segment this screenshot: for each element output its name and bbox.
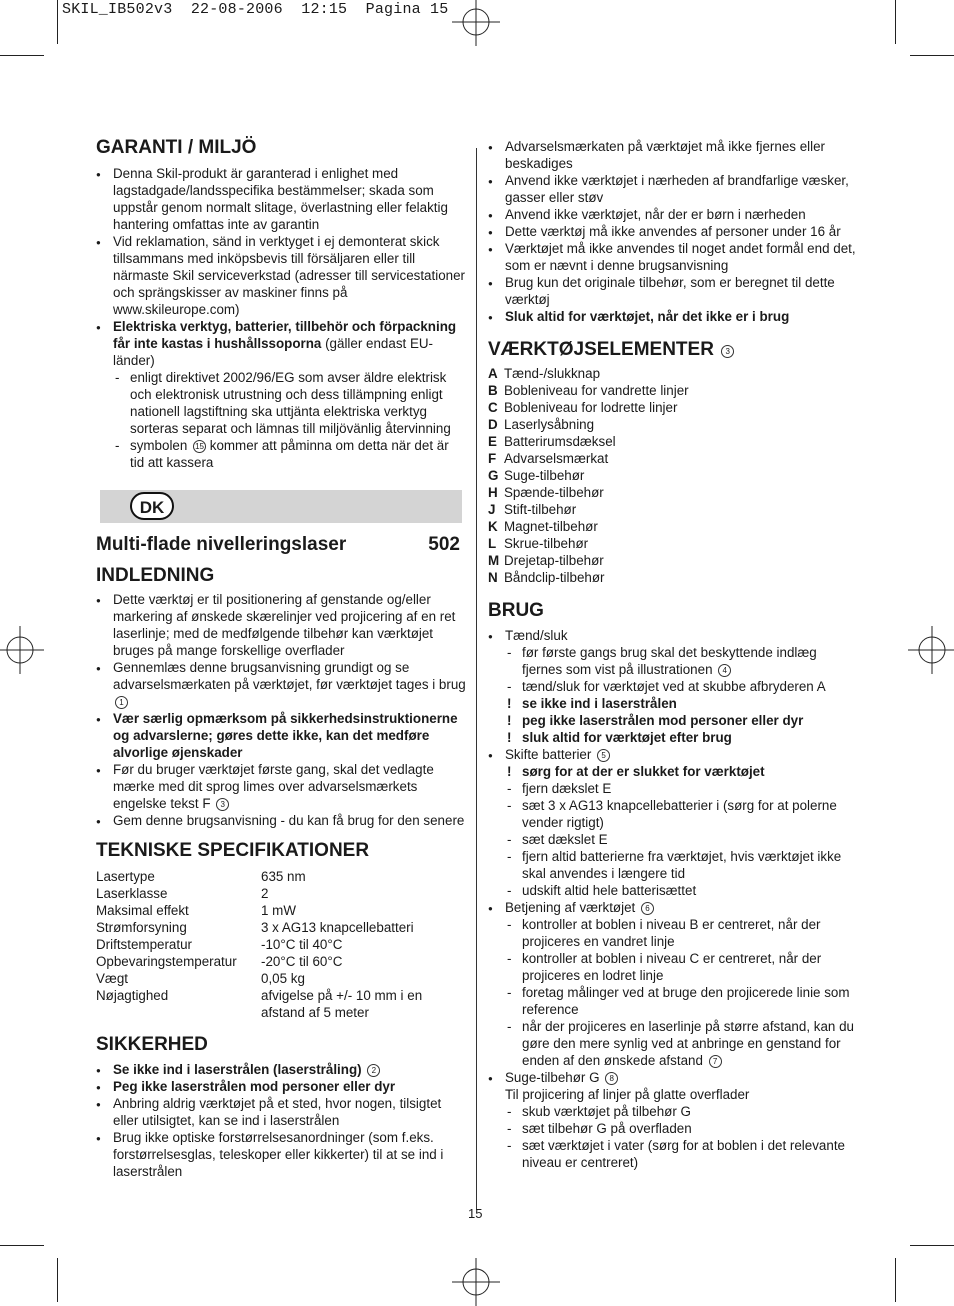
element-label: Suge-tilbehør xyxy=(504,468,585,483)
sub-item-text: før første gangs brug skal det beskyttende indlæg fjernes som vist på illustrationen xyxy=(522,645,817,677)
crop-mark xyxy=(0,55,44,56)
print-header: SKIL_IB502v3 22-08-2006 12:15 Pagina 15 xyxy=(62,1,449,18)
sub-item: - sæt tilbehør G på overfladen xyxy=(505,1120,860,1137)
element-item xyxy=(488,569,860,586)
spec-label: Laserklasse xyxy=(96,886,168,901)
element-item xyxy=(488,467,860,484)
element-letter: L xyxy=(488,536,497,551)
list-item-text: Før du bruger værktøjet første gang, skal det vedlagte mærke med dit sprog limes over advarselsmærkets engelske tekst F xyxy=(113,762,434,811)
element-label: Bobleniveau for vandrette linjer xyxy=(504,383,689,398)
spec-table xyxy=(96,868,466,1021)
element-letter: G xyxy=(488,468,499,483)
element-item xyxy=(488,552,860,569)
callout-number: 4 xyxy=(718,664,731,677)
list-item xyxy=(488,899,860,1069)
list-item: ● Peg ikke laserstrålen mod personer eller dyr xyxy=(96,1078,466,1095)
sub-item xyxy=(505,644,860,678)
element-item xyxy=(488,501,860,518)
list-item xyxy=(96,318,466,471)
product-number: 502 xyxy=(428,534,460,555)
sub-item xyxy=(113,437,466,471)
sub-item-text: kommer att påminna om detta när det är tid att kassera xyxy=(130,438,449,470)
spec-label: Nøjagtighed xyxy=(96,988,169,1003)
element-letter: C xyxy=(488,400,498,415)
list-item: ● Anvend ikke værktøjet, når der er børn i nærheden xyxy=(488,206,860,223)
element-item xyxy=(488,416,860,433)
spec-row xyxy=(96,987,466,1021)
element-item xyxy=(488,518,860,535)
elements-list xyxy=(488,365,860,586)
spec-row xyxy=(96,970,466,987)
crop-mark xyxy=(57,1258,58,1302)
garanti-section xyxy=(96,136,466,471)
element-label: Skrue-tilbehør xyxy=(504,536,589,551)
garanti-title: GARANTI / MILJÖ xyxy=(96,137,257,158)
element-letter: E xyxy=(488,434,497,449)
element-label: Tænd-/slukknap xyxy=(504,366,601,381)
element-label: Stift-tilbehør xyxy=(504,502,577,517)
language-bar xyxy=(100,490,462,523)
callout-number: 3 xyxy=(216,798,229,811)
crop-mark xyxy=(57,0,58,44)
page-number: 15 xyxy=(468,1206,483,1221)
warning-item: ! sørg for at der er slukket for værktøjet xyxy=(505,763,860,780)
brug-title: BRUG xyxy=(488,600,544,621)
spec-label: Maksimal effekt xyxy=(96,903,189,918)
element-item xyxy=(488,535,860,552)
sub-item: - kontroller at boblen i niveau C er centreret, når der projiceres en lodret linje xyxy=(505,950,860,984)
list-item: ● Sluk altid for værktøjet, når det ikke er i brug xyxy=(488,308,860,325)
spec-value: afvigelse på +/- 10 mm i en afstand af 5 meter xyxy=(261,988,423,1020)
spec-value: 0,05 kg xyxy=(261,971,305,986)
list-item xyxy=(96,761,466,812)
list-item-text: Skifte batterier xyxy=(505,747,592,762)
element-letter: M xyxy=(488,553,500,568)
list-item: ● Denna Skil-produkt är garanterad i enlighet med lagstadgade/landsspecifika bestämmelser; skada som uppstår genom normalt slitage, överlastning eller felaktig hantering omfattas inte av garantin xyxy=(96,165,466,233)
spec-label: Driftstemperatur xyxy=(96,937,192,952)
callout-number: 8 xyxy=(605,1072,618,1085)
list-item xyxy=(488,1069,860,1171)
registration-mark-icon xyxy=(0,626,44,674)
callout-number: 5 xyxy=(597,749,610,762)
sub-item: - kontroller at boblen i niveau B er centreret, når der projiceres en vandret linje xyxy=(505,916,860,950)
sub-item: - skub værktøjet på tilbehør G xyxy=(505,1103,860,1120)
element-letter: F xyxy=(488,451,497,466)
element-label: Spænde-tilbehør xyxy=(504,485,604,500)
element-letter: H xyxy=(488,485,498,500)
element-label: Advarselsmærkat xyxy=(504,451,609,466)
right-column xyxy=(488,138,860,1171)
callout-number: 2 xyxy=(367,1064,380,1077)
spec-value: 3 x AG13 knapcellebatteri xyxy=(261,920,414,935)
registration-mark-icon xyxy=(452,0,500,46)
list-item-text: Gennemlæs denne brugsanvisning grundigt og se advarselsmærkaten på værktøjet, før værktøjet tages i brug xyxy=(113,660,466,692)
disposal-note: (gäller endast EU-länder) xyxy=(113,336,434,368)
list-item-text: Tænd/sluk xyxy=(505,628,568,643)
column-divider xyxy=(476,148,477,1210)
list-item: ● Dette værktøj er til positionering af genstande og/eller markering af ønskede skærelinjer ved projicering af en ret laserlinje; med de medfølgende tilbehør kan værktøjet bruges på mange forskellige overflader xyxy=(96,591,466,659)
element-letter: J xyxy=(488,502,496,517)
spec-row xyxy=(96,902,466,919)
element-label: Drejetap-tilbehør xyxy=(504,553,604,568)
warning-item: ! se ikke ind i laserstrålen xyxy=(505,695,860,712)
spec-row xyxy=(96,919,466,936)
crop-mark xyxy=(895,0,896,44)
crop-mark xyxy=(910,55,954,56)
sub-item: - fjern altid batterierne fra værktøjet, hvis værktøjet ikke skal anvendes i længere tid xyxy=(505,848,860,882)
sub-item: - enligt direktivet 2002/96/EG som avser äldre elektrisk och elektronisk utrustning och dess tillämpning enligt nationell lagstiftning ska uttjänta elektriska verktyg sorteras separat och lämnas till miljövänlig återvinning xyxy=(113,369,466,437)
element-item xyxy=(488,450,860,467)
element-item xyxy=(488,382,860,399)
element-letter: K xyxy=(488,519,498,534)
sub-item: - sæt 3 x AG13 knapcellebatterier i (sørg for at polerne vender rigtigt) xyxy=(505,797,860,831)
spec-label: Lasertype xyxy=(96,869,155,884)
spec-label: Opbevaringstemperatur xyxy=(96,954,237,969)
crop-mark xyxy=(895,1258,896,1302)
sub-item: - foretag målinger ved at bruge den projicerede linie som reference xyxy=(505,984,860,1018)
indledning-title: INDLEDNING xyxy=(96,565,215,586)
spec-value: -10°C til 40°C xyxy=(261,937,343,952)
spec-row xyxy=(96,868,466,885)
list-item: ● Advarselsmærkaten på værktøjet må ikke fjernes eller beskadiges xyxy=(488,138,860,172)
spec-label: Vægt xyxy=(96,971,129,986)
elementer-title-text: VÆRKTØJSELEMENTER xyxy=(488,339,714,360)
sub-item-text: når der projiceres en laserlinje på større afstand, kan du gøre den mere synlig ved at anbringe en genstand for enden af den ønskede afstand xyxy=(522,1019,854,1068)
sub-item: - fjern dækslet E xyxy=(505,780,860,797)
list-item: ● Vær særlig opmærksom på sikkerhedsinstruktionerne og advarslerne; gøres dette ikke, kan det medføre alvorlige øjenskader xyxy=(96,710,466,761)
list-item: ● Anbring aldrig værktøjet på et sted, hvor nogen, tilsigtet eller utilsigtet, kan se ind i laserstrålen xyxy=(96,1095,466,1129)
spec-value: 2 xyxy=(261,886,269,901)
warning-item: ! sluk altid for værktøjet efter brug xyxy=(505,729,860,746)
list-item: ● Dette værktøj må ikke anvendes af personer under 16 år xyxy=(488,223,860,240)
element-letter: N xyxy=(488,570,498,585)
callout-number: 6 xyxy=(641,902,654,915)
element-label: Laserlysåbning xyxy=(504,417,595,432)
list-item xyxy=(488,627,860,746)
sub-item-text: symbolen xyxy=(130,438,192,453)
elementer-title xyxy=(488,338,860,362)
spec-row xyxy=(96,936,466,953)
sub-item: - udskift altid hele batterisættet xyxy=(505,882,860,899)
element-letter: B xyxy=(488,383,498,398)
spec-value: 1 mW xyxy=(261,903,296,918)
element-label: Bobleniveau for lodrette linjer xyxy=(504,400,678,415)
list-item-text: Suge-tilbehør G xyxy=(505,1070,600,1085)
list-item: ● Brug kun det originale tilbehør, som er beregnet til dette værktøj xyxy=(488,274,860,308)
language-badge: DK xyxy=(130,492,174,520)
spec-row xyxy=(96,953,466,970)
callout-number: 7 xyxy=(709,1055,722,1068)
sub-item: - tænd/sluk for værktøjet ved at skubbe afbryderen A xyxy=(505,678,860,695)
element-item xyxy=(488,433,860,450)
list-item xyxy=(488,746,860,899)
left-column-lower xyxy=(96,564,466,1180)
registration-mark-icon xyxy=(908,626,954,674)
element-item xyxy=(488,484,860,501)
list-item xyxy=(96,659,466,710)
list-item-text: Betjening af værktøjet xyxy=(505,900,636,915)
disposal-warning: Elektriska verktyg, batterier, tillbehör och förpackning får inte kastas i hushållssoporna xyxy=(113,319,457,351)
element-letter: D xyxy=(488,417,498,432)
sub-item xyxy=(505,1018,860,1069)
list-item: ● Brug ikke optiske forstørrelsesanordninger (som f.eks. forstørrelsesglas, teleskoper eller kikkerter) til at se ind i laserstrålen xyxy=(96,1129,466,1180)
product-name: Multi-flade nivelleringslaser xyxy=(96,534,347,555)
crop-mark xyxy=(910,1245,954,1246)
element-label: Magnet-tilbehør xyxy=(504,519,598,534)
callout-number: 15 xyxy=(193,440,206,453)
list-item-text: Se ikke ind i laserstrålen (laserstråling) xyxy=(113,1062,362,1077)
spec-value: 635 nm xyxy=(261,869,306,884)
sub-item: - sæt værktøjet i vater (sørg for at boblen i det relevante niveau er centreret) xyxy=(505,1137,860,1171)
tekniske-title: TEKNISKE SPECIFIKATIONER xyxy=(96,840,370,861)
spec-row xyxy=(96,885,466,902)
list-item: ● Anvend ikke værktøjet i nærheden af brandfarlige væsker, gasser eller støv xyxy=(488,172,860,206)
callout-number: 3 xyxy=(721,345,734,358)
list-item-text: Vid reklamation, sänd in verktyget i ej demonterat skick tillsammans med inköpsbevis till försäljaren eller till närmaste Skil serviceverkstad (adresser till servicestationer och sprängskisser av maskiner finns på www.skileurope.com) xyxy=(113,234,465,317)
list-item xyxy=(96,1061,466,1078)
registration-mark-icon xyxy=(452,1258,500,1306)
element-letter: A xyxy=(488,366,498,381)
list-item xyxy=(96,233,466,318)
list-item: ● Værktøjet må ikke anvendes til noget andet formål end det, som er nævnt i denne brugsanvisning xyxy=(488,240,860,274)
list-item: ● Gem denne brugsanvisning - du kan få brug for den senere xyxy=(96,812,466,829)
sub-item: - sæt dækslet E xyxy=(505,831,860,848)
element-item xyxy=(488,365,860,382)
crop-mark xyxy=(0,1245,44,1246)
element-item xyxy=(488,399,860,416)
sikkerhed-title: SIKKERHED xyxy=(96,1034,208,1055)
product-heading xyxy=(96,534,460,556)
spec-value: -20°C til 60°C xyxy=(261,954,343,969)
element-label: Batterirumsdæksel xyxy=(504,434,616,449)
spec-label: Strømforsyning xyxy=(96,920,187,935)
callout-number: 1 xyxy=(115,696,128,709)
warning-item: ! peg ikke laserstrålen mod personer eller dyr xyxy=(505,712,860,729)
element-label: Båndclip-tilbehør xyxy=(504,570,605,585)
plain-text: Til projicering af linjer på glatte overflader xyxy=(505,1087,750,1102)
